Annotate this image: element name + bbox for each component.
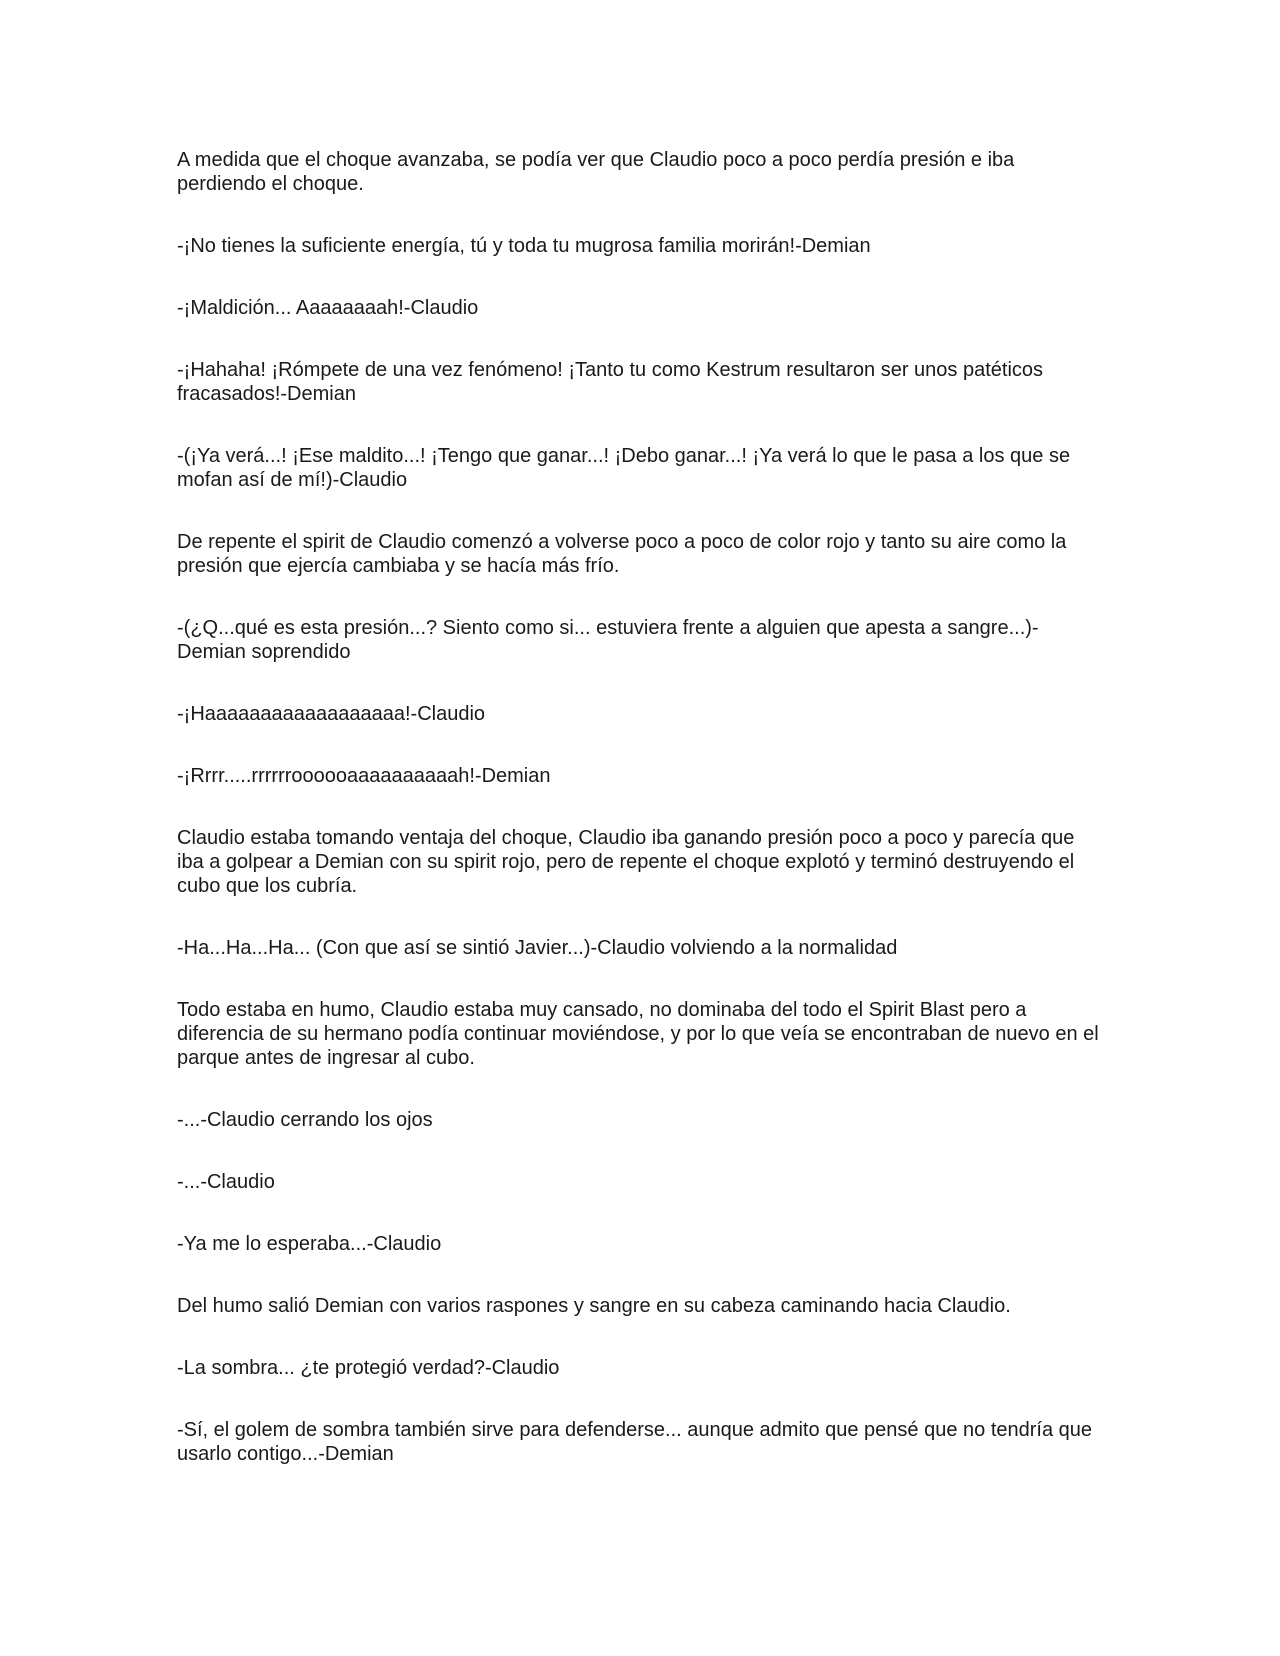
paragraph: -La sombra... ¿te protegió verdad?-Claudio: [177, 1357, 560, 1379]
paragraph: -¡No tienes la suficiente energía, tú y toda tu mugrosa familia morirán!-Demian: [177, 235, 871, 257]
paragraph: -¡Hahaha! ¡Rómpete de una vez fenómeno! ¡Tanto tu como Kestrum resultaron ser unos patéticos fracasados!-Demian: [177, 359, 1044, 405]
paragraph: -...-Claudio cerrando los ojos: [177, 1109, 433, 1131]
paragraph: -Sí, el golem de sombra también sirve para defenderse... aunque admito que pensé que no tendría que usarlo contigo...-Demian: [177, 1419, 1093, 1465]
paragraph: Todo estaba en humo, Claudio estaba muy cansado, no dominaba del todo el Spirit Blast pero a diferencia de su hermano podía continuar moviéndose, y por lo que veía se encontraban de nuevo en el parque antes de ingresar al cubo.: [177, 999, 1099, 1069]
paragraph: -¡Maldición... Aaaaaaaah!-Claudio: [177, 297, 479, 319]
paragraph: -¡Haaaaaaaaaaaaaaaaaa!-Claudio: [177, 703, 486, 725]
paragraph: -(¿Q...qué es esta presión...? Siento como si... estuviera frente a alguien que apesta a sangre...)-Demian soprendido: [177, 617, 1039, 663]
paragraph: -¡Rrrr.....rrrrrroooooaaaaaaaaaah!-Demian: [177, 765, 551, 787]
document-body: [177, 148, 1102, 1504]
paragraph: Del humo salió Demian con varios raspones y sangre en su cabeza caminando hacia Claudio.: [177, 1295, 1011, 1317]
paragraph: -...-Claudio: [177, 1171, 275, 1193]
paragraph: -(¡Ya verá...! ¡Ese maldito...! ¡Tengo que ganar...! ¡Debo ganar...! ¡Ya verá lo que le pasa a los que se mofan así de mí!)-Claudio: [177, 445, 1071, 491]
paragraph: De repente el spirit de Claudio comenzó a volverse poco a poco de color rojo y tanto su aire como la presión que ejercía cambiaba y se hacía más frío.: [177, 531, 1067, 577]
paragraph: A medida que el choque avanzaba, se podía ver que Claudio poco a poco perdía presión e iba perdiendo el choque.: [177, 149, 1015, 195]
paragraph: -Ya me lo esperaba...-Claudio: [177, 1233, 442, 1255]
paragraph: Claudio estaba tomando ventaja del choque, Claudio iba ganando presión poco a poco y parecía que iba a golpear a Demian con su spirit rojo, pero de repente el choque explotó y terminó destruyendo el cubo que los cubría.: [177, 827, 1075, 897]
paragraph: -Ha...Ha...Ha... (Con que así se sintió Javier...)-Claudio volviendo a la normalidad: [177, 937, 898, 959]
